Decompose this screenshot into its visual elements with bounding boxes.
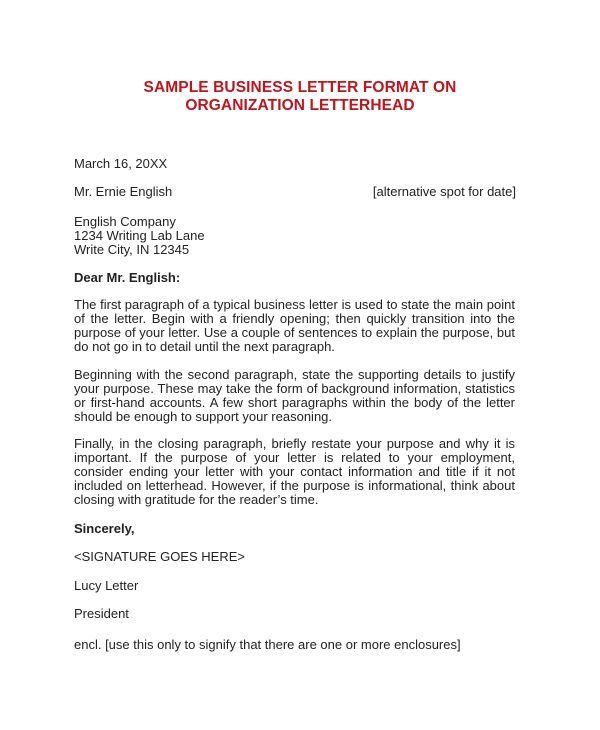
address-line-company: English Company [74,214,176,229]
letter-title-line-2: ORGANIZATION LETTERHEAD [185,97,415,114]
paragraph-1-line: purpose of your letter. Use a couple of sentences to explain the purpose, but [74,324,515,340]
paragraph-3-line: included on letterhead. However, if the purpose is informational, think about [74,477,515,493]
paragraph-3-line: consider ending your letter with your contact information and title if it not [74,463,515,479]
paragraph-3-line: Finally, in the closing paragraph, briefly restate your purpose and why it is [74,436,515,451]
recipient-name: Mr. Ernie English [74,184,173,199]
paragraph-2 [74,368,515,424]
paragraph-2-line: or first-hand accounts. A few short paragraphs within the body of the letter [74,394,515,410]
letter-title-line-1: SAMPLE BUSINESS LETTER FORMAT ON [143,79,457,96]
paragraph-3-line: closing with gratitude for the reader’s time. [74,491,319,507]
paragraph-1-line: do not go in to detail until the next paragraph. [74,338,335,354]
paragraph-1-line: of the letter. Begin with a friendly opening; then quickly transition into the [74,310,515,326]
alternative-date-spot: [alternative spot for date] [372,184,516,199]
paragraph-3-line: important. If the purpose of your letter is related to your employment, [74,449,515,465]
paragraph-2-line: should be enough to support your reasoning. [74,408,333,424]
signer-title: President [74,606,129,621]
signer-name: Lucy Letter [74,578,139,593]
address-line-city: Write City, IN 12345 [74,242,190,257]
paragraph-1-line: The first paragraph of a typical business letter is used to state the main point [74,297,515,312]
paragraph-1 [74,298,515,354]
signature-placeholder: <SIGNATURE GOES HERE> [74,549,245,564]
paragraph-2-line: your purpose. These may take the form of background information, statistics [74,380,515,396]
address-line-street: 1234 Writing Lab Lane [74,228,205,243]
enclosure-note: encl. [use this only to signify that there are one or more enclosures] [74,637,461,652]
closing: Sincerely, [74,521,135,536]
letter-date: March 16, 20XX [74,156,168,171]
salutation: Dear Mr. English: [74,270,181,285]
paragraph-2-line: Beginning with the second paragraph, state the supporting details to justify [74,367,515,382]
paragraph-3 [74,437,515,507]
